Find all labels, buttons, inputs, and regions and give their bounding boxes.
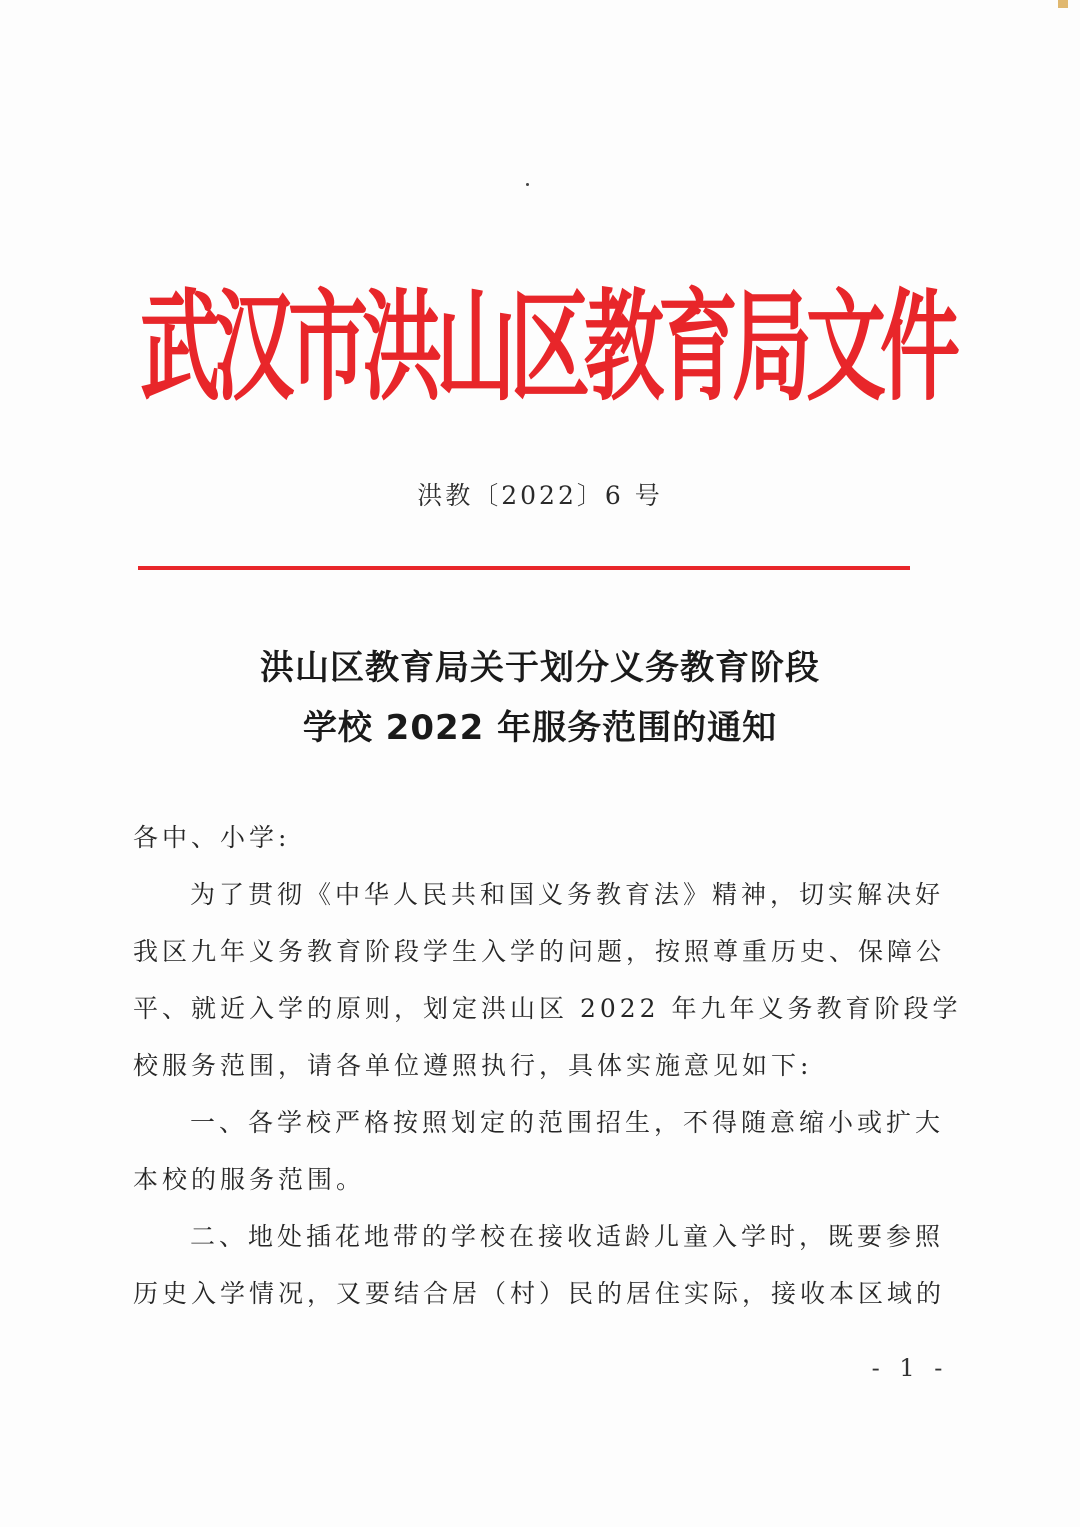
issuer-header-title: 武汉市洪山区教育局文件 (140, 277, 954, 417)
red-divider-line (138, 566, 910, 570)
salutation: 各中、小学: (133, 823, 291, 852)
body-line: 二、地处插花地带的学校在接收适龄儿童入学时，既要参照 (190, 1222, 945, 1251)
notice-title-line-2: 学校 2022 年服务范围的通知 (302, 708, 778, 748)
body-line: 历史入学情况，又要结合居（村）民的居住实际，接收本区域的 (133, 1279, 946, 1308)
document-number: 洪教〔2022〕6 号 (417, 481, 663, 510)
body-line: 平、就近入学的原则，划定洪山区 2022 年九年义务教育阶段学 (133, 994, 962, 1023)
body-line: 校服务范围，请各单位遵照执行，具体实施意见如下: (133, 1051, 813, 1080)
body-line: 为了贯彻《中华人民共和国义务教育法》精神，切实解决好 (190, 880, 945, 909)
body-line: 一、各学校严格按照划定的范围招生，不得随意缩小或扩大 (190, 1108, 945, 1137)
scan-mark (1058, 0, 1068, 8)
scan-speck (526, 183, 529, 186)
notice-title-line-1: 洪山区教育局关于划分义务教育阶段 (260, 648, 820, 688)
body-line: 我区九年义务教育阶段学生入学的问题，按照尊重历史、保障公 (133, 937, 946, 966)
body-line: 本校的服务范围。 (133, 1165, 366, 1194)
page-number: - 1 - (871, 1354, 949, 1382)
